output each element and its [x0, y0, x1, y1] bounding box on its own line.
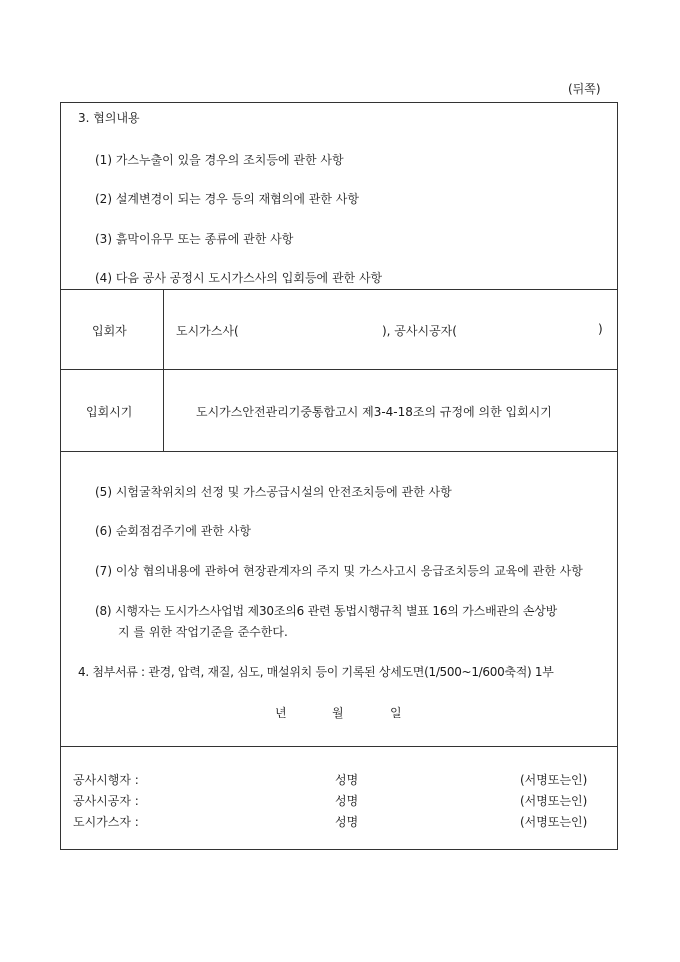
attendee-contractor-field[interactable] — [470, 318, 594, 338]
signature-sign-label: (서명또는인) — [520, 815, 588, 829]
divider-timing-top — [60, 369, 618, 370]
section-4-attachments: 4. 첨부서류 : 관경, 압력, 재질, 심도, 매설위치 등이 기록된 상세도면(1/500~1/600축적) 1부 — [78, 665, 554, 679]
timing-label: 입회시기 — [86, 405, 133, 419]
divider-timing-bottom — [60, 451, 618, 452]
consult-item-6: (6) 순회점검주기에 관한 사항 — [95, 524, 251, 538]
signature-name-label: 성명 — [335, 773, 359, 787]
attendee-label: 입회자 — [92, 324, 127, 338]
consult-item-8-line2: 지 를 위한 작업기준을 준수한다. — [118, 625, 288, 639]
consult-item-5: (5) 시험굴착위치의 선정 및 가스공급시설의 안전조치등에 관한 사항 — [95, 485, 452, 499]
page-side-note: (뒤쪽) — [568, 82, 601, 96]
signature-role: 공사시공자 : — [73, 794, 139, 808]
consult-item-4: (4) 다음 공사 공정시 도시가스사의 입회등에 관한 사항 — [95, 271, 383, 285]
signature-sign-label: (서명또는인) — [520, 773, 588, 787]
attendee-close-paren: ) — [598, 322, 603, 336]
signature-role: 공사시행자 : — [73, 773, 139, 787]
label-column-divider — [163, 289, 164, 451]
consult-item-7: (7) 이상 협의내용에 관하여 현장관계자의 주지 및 가스사고시 응급조치등의 교육에 관한 사항 — [95, 564, 583, 578]
consult-item-8-line1: (8) 시행자는 도시가스사업법 제30조의6 관련 동법시행규칙 별표 16의 가스배관의 손상방 — [95, 604, 558, 618]
divider-attendee-top — [60, 289, 618, 290]
timing-value: 도시가스안전관리기중통합고시 제3-4-18조의 규정에 의한 입회시기 — [196, 405, 552, 419]
signature-role: 도시가스자 : — [73, 815, 139, 829]
date-year-label: 년 — [275, 706, 287, 720]
signature-name-label: 성명 — [335, 794, 359, 808]
divider-signature-top — [60, 746, 618, 747]
date-month-label: 월 — [332, 706, 344, 720]
section-3-title: 3. 협의내용 — [78, 111, 140, 125]
signature-name-label: 성명 — [335, 815, 359, 829]
attendee-contractor-prefix: ), 공사시공자( — [382, 324, 457, 338]
attendee-city-gas-field[interactable] — [254, 318, 376, 338]
date-day-label: 일 — [390, 706, 402, 720]
attendee-city-gas-prefix: 도시가스사( — [176, 324, 239, 338]
form-frame — [60, 102, 618, 850]
consult-item-1: (1) 가스누출이 있을 경우의 조치등에 관한 사항 — [95, 153, 344, 167]
consult-item-3: (3) 흙막이유무 또는 종류에 관한 사항 — [95, 232, 294, 246]
signature-sign-label: (서명또는인) — [520, 794, 588, 808]
consult-item-2: (2) 설계변경이 되는 경우 등의 재협의에 관한 사항 — [95, 192, 359, 206]
